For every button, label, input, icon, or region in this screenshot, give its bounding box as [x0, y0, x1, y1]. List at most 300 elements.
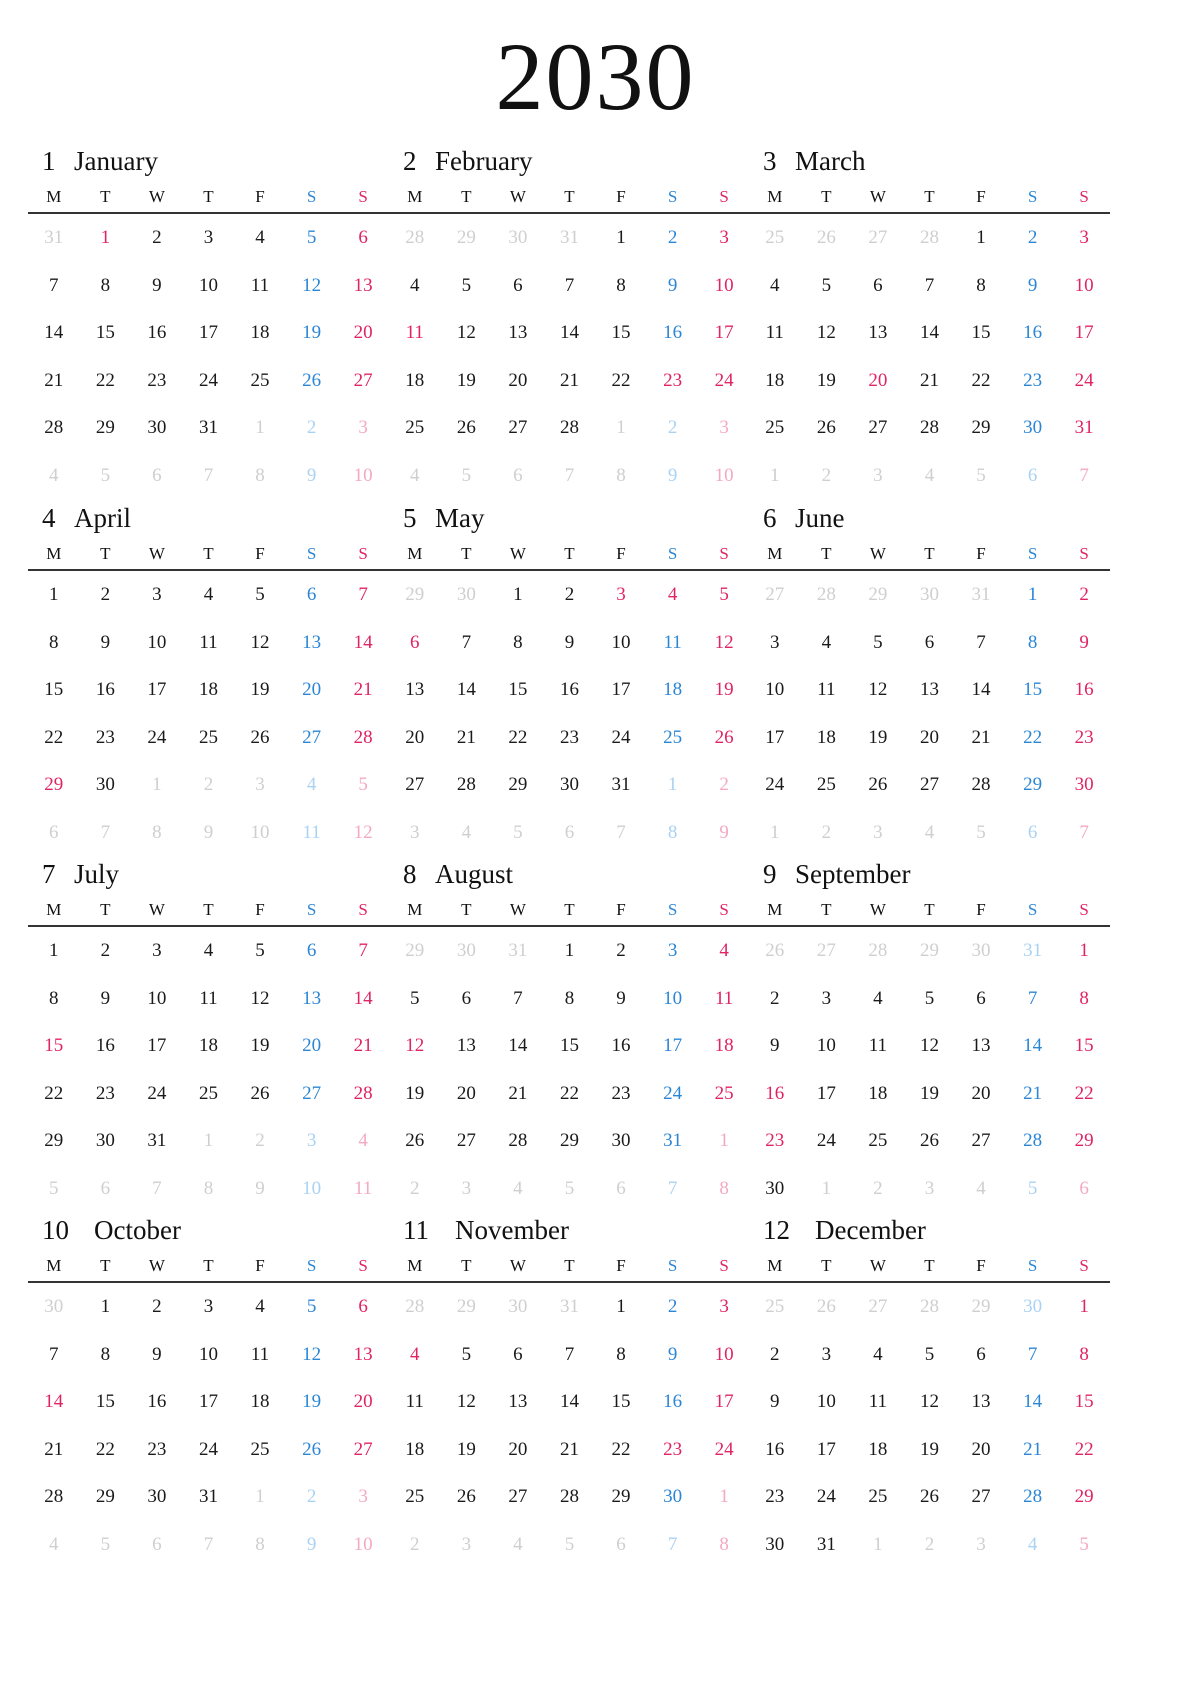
day-cell: 3 — [203, 1296, 214, 1317]
weekday-header: T — [203, 900, 214, 919]
day-cell: 26 — [919, 1486, 939, 1507]
day-cell: 1 — [100, 1296, 111, 1317]
month-february — [389, 140, 750, 499]
month-december — [749, 1209, 1110, 1568]
weekday-header: M — [407, 1256, 423, 1275]
day-cell-adjacent: 7 — [667, 1177, 678, 1199]
day-cell: 17 — [198, 322, 218, 343]
day-cell: 5 — [924, 1343, 935, 1365]
weekday-header: S — [306, 900, 317, 919]
day-cell: 30 — [765, 1533, 785, 1555]
weekday-header: S — [306, 187, 317, 206]
month-header — [749, 1209, 1110, 1253]
day-cell: 29 — [95, 1486, 115, 1507]
day-cell: 16 — [1023, 322, 1043, 343]
day-cell: 21 — [559, 1438, 579, 1460]
day-cell: 20 — [919, 726, 939, 748]
weekday-header: S — [358, 544, 368, 563]
month-november — [389, 1209, 750, 1568]
day-cell-adjacent: 28 — [405, 1296, 425, 1317]
weekday-header: T — [924, 544, 935, 563]
day-cell: 13 — [919, 679, 939, 700]
day-cell: 8 — [49, 631, 59, 653]
day-cell: 9 — [667, 1343, 678, 1365]
day-cell: 3 — [203, 227, 214, 248]
day-cell-adjacent: 7 — [203, 464, 214, 486]
day-cell: 26 — [456, 1486, 476, 1507]
day-cell: 14 — [919, 322, 939, 343]
day-cell-adjacent: 5 — [461, 464, 472, 486]
day-cell-adjacent: 1 — [255, 1486, 265, 1507]
weekday-header-row — [28, 541, 389, 571]
day-cell: 23 — [1074, 726, 1094, 748]
day-cell-adjacent: 11 — [354, 1177, 373, 1199]
weekday-header: T — [461, 900, 472, 919]
day-cell: 30 — [663, 1486, 683, 1507]
month-january — [28, 140, 389, 499]
day-cell: 26 — [250, 726, 270, 748]
day-cell: 7 — [564, 274, 575, 296]
day-cell: 18 — [816, 726, 836, 748]
day-cell-adjacent: 29 — [405, 940, 425, 961]
weekday-header: W — [509, 187, 526, 206]
weekday-header: W — [148, 187, 165, 206]
day-grid — [749, 571, 1110, 856]
weekday-header: F — [616, 900, 626, 919]
month-header — [749, 497, 1110, 541]
day-cell: 19 — [250, 679, 270, 700]
month-number: 2 — [403, 146, 417, 176]
day-cell-adjacent: 7 — [1079, 821, 1089, 843]
weekday-header: F — [255, 544, 265, 563]
day-grid — [749, 214, 1110, 499]
day-cell-adjacent: 25 — [765, 1296, 785, 1317]
weekday-header-row — [389, 541, 750, 571]
month-number: 5 — [403, 503, 417, 533]
day-cell: 3 — [719, 227, 729, 248]
day-cell-adjacent: 31 — [508, 940, 528, 961]
day-cell: 21 — [353, 1035, 373, 1056]
day-cell: 27 — [456, 1130, 476, 1151]
day-cell-adjacent: 3 — [873, 821, 883, 843]
day-cell: 6 — [976, 987, 986, 1009]
day-cell-adjacent: 2 — [924, 1533, 935, 1555]
day-grid — [389, 214, 750, 499]
weekday-header: T — [564, 544, 575, 563]
month-number: 1 — [42, 146, 56, 176]
day-cell-adjacent: 4 — [924, 464, 935, 486]
weekday-header: F — [976, 900, 986, 919]
day-cell: 20 — [353, 322, 373, 343]
day-cell: 29 — [611, 1486, 631, 1507]
day-cell: 20 — [302, 1035, 322, 1056]
day-cell-adjacent: 9 — [203, 821, 214, 843]
day-cell: 29 — [508, 774, 528, 795]
day-grid — [389, 1283, 750, 1568]
day-cell: 22 — [44, 726, 64, 748]
day-cell-adjacent: 7 — [616, 821, 626, 843]
day-cell: 23 — [765, 1486, 785, 1507]
day-cell: 6 — [306, 940, 317, 961]
day-cell: 16 — [559, 679, 579, 700]
day-cell: 11 — [250, 1343, 270, 1365]
day-cell: 9 — [667, 274, 678, 296]
day-cell: 19 — [302, 1391, 322, 1412]
weekday-header-row — [749, 897, 1110, 927]
day-cell: 16 — [611, 1035, 631, 1056]
day-cell: 29 — [44, 774, 64, 795]
month-header — [389, 1209, 750, 1253]
day-cell-adjacent: 1 — [770, 821, 780, 843]
weekday-header: S — [719, 900, 729, 919]
day-cell: 5 — [821, 274, 832, 296]
month-name: February — [435, 146, 533, 176]
day-cell: 28 — [559, 1486, 579, 1507]
day-cell-adjacent: 29 — [405, 584, 425, 605]
day-cell: 10 — [147, 631, 167, 653]
month-june — [749, 497, 1110, 856]
month-header — [389, 853, 750, 897]
day-cell: 26 — [919, 1130, 939, 1151]
day-cell: 15 — [611, 1391, 631, 1412]
month-april — [28, 497, 389, 856]
day-cell: 11 — [663, 631, 682, 653]
day-cell: 27 — [302, 726, 322, 748]
day-cell: 24 — [611, 726, 631, 748]
day-cell-adjacent: 5 — [49, 1177, 59, 1199]
day-cell: 13 — [456, 1035, 476, 1056]
day-cell: 15 — [1074, 1391, 1094, 1412]
day-cell: 13 — [508, 322, 528, 343]
day-cell: 9 — [152, 1343, 162, 1365]
day-cell: 27 — [971, 1486, 991, 1507]
day-cell: 7 — [358, 584, 368, 605]
day-cell-adjacent: 1 — [203, 1130, 214, 1151]
day-grid — [28, 571, 389, 856]
month-name: November — [455, 1215, 569, 1245]
day-cell: 15 — [44, 1035, 64, 1056]
weekday-header: S — [1079, 187, 1089, 206]
weekday-header: M — [407, 900, 423, 919]
day-cell-adjacent: 31 — [44, 227, 64, 248]
day-cell: 4 — [410, 1343, 420, 1365]
day-cell: 31 — [816, 1533, 836, 1555]
year-title: 2030 — [495, 23, 696, 130]
month-september — [749, 853, 1110, 1212]
day-cell: 21 — [456, 726, 476, 748]
day-cell-adjacent: 5 — [100, 1533, 111, 1555]
day-cell: 29 — [971, 417, 991, 438]
day-cell: 20 — [868, 369, 888, 391]
month-header — [28, 1209, 389, 1253]
day-cell: 6 — [306, 584, 317, 605]
day-cell: 8 — [616, 274, 626, 296]
day-cell-adjacent: 11 — [302, 821, 321, 843]
day-cell-adjacent: 31 — [1023, 940, 1043, 961]
day-cell: 10 — [714, 1343, 734, 1365]
weekday-header: S — [1079, 900, 1089, 919]
day-cell: 19 — [456, 369, 476, 391]
day-cell: 20 — [405, 726, 425, 748]
day-cell: 7 — [924, 274, 935, 296]
day-cell: 27 — [405, 774, 425, 795]
day-cell-adjacent: 30 — [1023, 1296, 1043, 1317]
day-cell: 24 — [147, 726, 167, 748]
day-cell: 9 — [770, 1391, 780, 1412]
day-cell: 5 — [306, 227, 317, 248]
day-cell: 24 — [765, 774, 785, 795]
day-cell-adjacent: 6 — [513, 464, 523, 486]
day-cell: 10 — [765, 679, 785, 700]
weekday-header: F — [616, 187, 626, 206]
day-cell: 28 — [971, 774, 991, 795]
day-cell: 9 — [564, 631, 575, 653]
day-cell-adjacent: 3 — [873, 464, 883, 486]
month-number: 12 — [763, 1215, 790, 1245]
day-cell: 1 — [976, 227, 986, 248]
day-cell: 5 — [461, 1343, 472, 1365]
day-cell: 14 — [508, 1035, 528, 1056]
day-cell: 12 — [919, 1391, 939, 1412]
day-cell: 24 — [714, 1438, 734, 1460]
day-cell: 2 — [770, 987, 780, 1009]
day-cell: 9 — [100, 987, 111, 1009]
day-cell: 23 — [1023, 369, 1043, 391]
day-cell-adjacent: 6 — [1027, 821, 1038, 843]
day-cell: 1 — [513, 584, 523, 605]
day-cell: 28 — [44, 417, 64, 438]
day-cell-adjacent: 10 — [250, 821, 270, 843]
day-cell: 12 — [919, 1035, 939, 1056]
day-cell: 29 — [559, 1130, 579, 1151]
day-cell: 21 — [1023, 1438, 1043, 1460]
day-cell: 26 — [302, 1438, 322, 1460]
month-march — [749, 140, 1110, 499]
day-cell-adjacent: 10 — [353, 464, 373, 486]
day-cell: 3 — [821, 987, 832, 1009]
day-cell: 4 — [873, 1343, 883, 1365]
month-name: July — [74, 859, 120, 889]
day-cell: 3 — [152, 940, 162, 961]
day-cell: 29 — [1023, 774, 1043, 795]
day-cell-adjacent: 10 — [353, 1533, 373, 1555]
day-cell: 22 — [1074, 1082, 1094, 1104]
day-cell: 4 — [770, 274, 780, 296]
month-header — [749, 140, 1110, 184]
day-cell-adjacent: 8 — [255, 464, 265, 486]
day-cell: 29 — [44, 1130, 64, 1151]
weekday-header: T — [564, 900, 575, 919]
day-cell-adjacent: 27 — [816, 940, 836, 961]
day-cell-adjacent: 8 — [667, 821, 678, 843]
day-cell-adjacent: 5 — [358, 774, 368, 795]
day-cell: 20 — [456, 1082, 476, 1104]
day-cell-adjacent: 31 — [559, 227, 579, 248]
day-cell-adjacent: 5 — [100, 464, 111, 486]
day-cell: 4 — [203, 584, 214, 605]
day-cell: 14 — [559, 322, 579, 343]
month-number: 10 — [42, 1215, 69, 1245]
day-cell: 12 — [250, 987, 270, 1009]
month-number: 7 — [42, 859, 56, 889]
day-cell: 5 — [719, 584, 729, 605]
day-cell: 27 — [353, 1438, 373, 1460]
day-cell: 12 — [250, 631, 270, 653]
weekday-header: S — [667, 1256, 678, 1275]
day-cell: 15 — [611, 322, 631, 343]
day-cell-adjacent: 1 — [616, 417, 626, 438]
day-cell: 2 — [100, 940, 111, 961]
day-cell: 28 — [353, 1082, 373, 1104]
day-cell-adjacent: 7 — [564, 464, 575, 486]
day-cell: 24 — [816, 1486, 836, 1507]
day-cell-adjacent: 6 — [49, 821, 59, 843]
day-cell-adjacent: 3 — [461, 1177, 472, 1199]
weekday-header: W — [869, 900, 886, 919]
day-grid — [389, 927, 750, 1212]
weekday-header: S — [358, 900, 368, 919]
day-cell: 28 — [1023, 1130, 1043, 1151]
day-cell: 23 — [559, 726, 579, 748]
day-cell: 14 — [44, 1391, 64, 1412]
day-cell: 17 — [147, 679, 167, 700]
day-cell-adjacent: 31 — [971, 584, 991, 605]
day-cell: 13 — [508, 1391, 528, 1412]
day-cell: 3 — [770, 631, 780, 653]
day-grid — [28, 1283, 389, 1568]
day-cell: 10 — [1074, 274, 1094, 296]
day-cell: 30 — [147, 417, 167, 438]
weekday-header: T — [821, 187, 832, 206]
day-cell: 18 — [405, 1438, 425, 1460]
day-cell: 7 — [49, 274, 59, 296]
day-cell-adjacent: 28 — [919, 227, 939, 248]
day-cell: 9 — [616, 987, 626, 1009]
day-cell: 12 — [302, 274, 322, 296]
day-cell: 14 — [44, 322, 64, 343]
day-cell: 18 — [765, 369, 785, 391]
day-cell-adjacent: 5 — [513, 821, 523, 843]
day-cell: 2 — [100, 584, 111, 605]
day-cell: 6 — [358, 227, 368, 248]
day-cell: 31 — [611, 774, 631, 795]
day-cell: 21 — [1023, 1082, 1043, 1104]
day-cell: 22 — [1023, 726, 1043, 748]
day-cell: 31 — [198, 1486, 218, 1507]
day-grid — [749, 1283, 1110, 1568]
day-cell: 24 — [1074, 369, 1094, 391]
weekday-header: F — [976, 1256, 986, 1275]
day-cell: 22 — [508, 726, 528, 748]
day-cell: 19 — [919, 1438, 939, 1460]
weekday-header: T — [924, 187, 935, 206]
weekday-header: M — [46, 544, 62, 563]
day-cell-adjacent: 28 — [405, 227, 425, 248]
weekday-header: S — [1027, 187, 1038, 206]
day-cell-adjacent: 4 — [49, 1533, 59, 1555]
day-cell: 30 — [147, 1486, 167, 1507]
day-cell-adjacent: 6 — [100, 1177, 111, 1199]
day-cell: 18 — [250, 1391, 270, 1412]
day-cell: 14 — [559, 1391, 579, 1412]
day-cell: 11 — [250, 274, 270, 296]
weekday-header: S — [667, 900, 678, 919]
weekday-header: S — [306, 544, 317, 563]
day-cell: 4 — [821, 631, 832, 653]
day-cell-adjacent: 2 — [306, 1486, 317, 1507]
day-cell: 22 — [559, 1082, 579, 1104]
weekday-header: F — [976, 187, 986, 206]
day-cell: 24 — [816, 1130, 836, 1151]
day-cell: 11 — [405, 1391, 424, 1412]
day-cell-adjacent: 9 — [667, 464, 678, 486]
month-number: 9 — [763, 859, 777, 889]
day-cell: 26 — [714, 726, 734, 748]
day-cell-adjacent: 29 — [971, 1296, 991, 1317]
day-cell: 8 — [100, 274, 111, 296]
day-grid — [389, 571, 750, 856]
day-cell: 6 — [873, 274, 883, 296]
day-cell: 4 — [667, 584, 678, 605]
weekday-header: F — [976, 544, 986, 563]
day-cell: 3 — [152, 584, 162, 605]
day-cell: 25 — [250, 1438, 270, 1460]
day-cell: 12 — [456, 1391, 476, 1412]
day-cell: 30 — [1023, 417, 1043, 438]
day-cell-adjacent: 4 — [513, 1177, 523, 1199]
day-cell-adjacent: 9 — [255, 1177, 265, 1199]
day-cell: 10 — [198, 1343, 218, 1365]
day-cell: 19 — [302, 322, 322, 343]
day-cell-adjacent: 5 — [1079, 1533, 1089, 1555]
day-cell: 24 — [198, 1438, 218, 1460]
day-cell: 18 — [868, 1438, 888, 1460]
weekday-header: S — [1027, 1256, 1038, 1275]
day-cell-adjacent: 2 — [410, 1533, 420, 1555]
day-cell-adjacent: 26 — [816, 1296, 836, 1317]
day-cell: 13 — [405, 679, 425, 700]
month-october — [28, 1209, 389, 1568]
day-cell: 15 — [95, 322, 115, 343]
weekday-header: W — [509, 544, 526, 563]
day-cell-adjacent: 10 — [302, 1177, 322, 1199]
weekday-header: T — [100, 544, 111, 563]
day-cell: 13 — [971, 1035, 991, 1056]
day-cell: 8 — [1079, 987, 1089, 1009]
day-cell: 28 — [456, 774, 476, 795]
day-cell: 14 — [456, 679, 476, 700]
day-cell: 15 — [559, 1035, 579, 1056]
day-cell: 11 — [199, 987, 218, 1009]
day-cell: 17 — [147, 1035, 167, 1056]
day-cell: 17 — [816, 1082, 836, 1104]
day-cell: 20 — [302, 679, 322, 700]
day-cell: 12 — [868, 679, 888, 700]
day-cell-adjacent: 8 — [616, 464, 626, 486]
day-cell: 31 — [147, 1130, 167, 1151]
day-cell: 14 — [353, 631, 373, 653]
day-cell-adjacent: 2 — [203, 774, 214, 795]
day-cell-adjacent: 7 — [203, 1533, 214, 1555]
weekday-header-row — [749, 541, 1110, 571]
weekday-header: W — [148, 900, 165, 919]
day-cell-adjacent: 2 — [821, 821, 832, 843]
day-cell-adjacent: 3 — [358, 417, 368, 438]
day-cell: 6 — [924, 631, 935, 653]
month-header — [749, 853, 1110, 897]
weekday-header: T — [924, 1256, 935, 1275]
day-cell-adjacent: 27 — [868, 227, 888, 248]
